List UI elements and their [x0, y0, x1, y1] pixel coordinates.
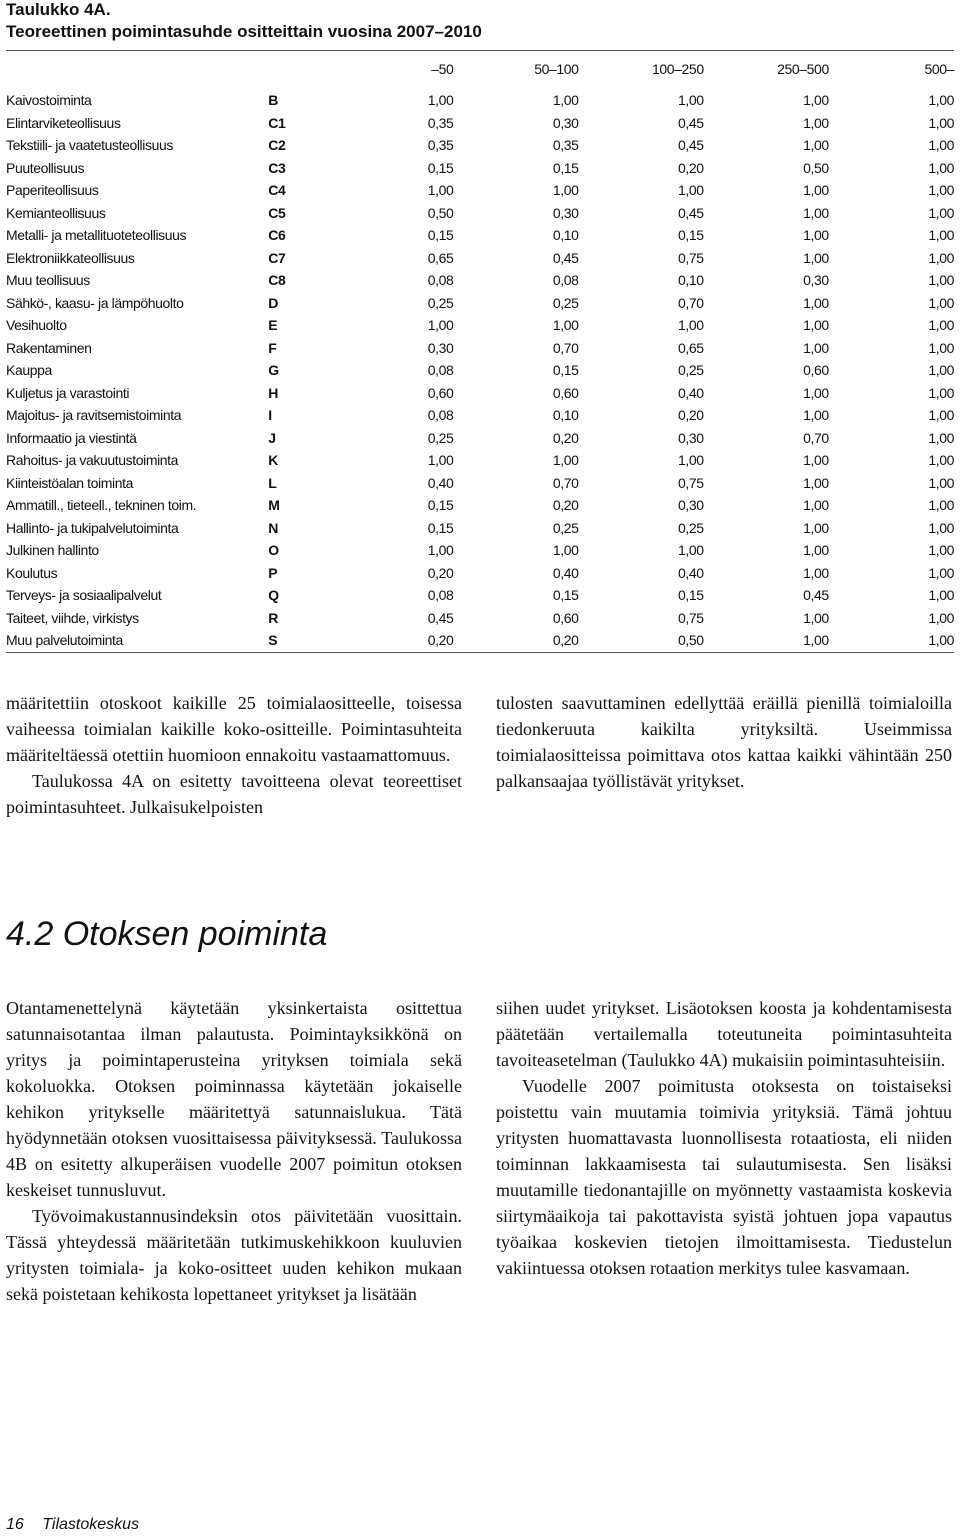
industry-name: Hallinto- ja tukipalvelutoiminta: [6, 519, 179, 536]
ratio-cell: 0,10: [552, 227, 579, 244]
ratio-cell: 0,65: [678, 339, 704, 356]
industry-name: Kaivostoiminta: [6, 92, 92, 109]
ratio-cell: 1,00: [928, 519, 954, 536]
ratio-cell: 0,30: [678, 429, 704, 446]
table-row: [6, 337, 954, 360]
ratio-cell: 1,00: [928, 317, 954, 334]
industry-name: Rahoitus- ja vakuutustoiminta: [6, 452, 179, 469]
page-footer: [6, 1516, 153, 1534]
ratio-cell: 1,00: [552, 182, 579, 199]
industry-code: P: [268, 564, 278, 581]
ratio-cell: 0,45: [678, 204, 704, 221]
ratio-cell: 1,00: [552, 317, 579, 334]
section-heading: 4.2 Otoksen poiminta: [6, 915, 328, 953]
table-row: [6, 112, 954, 135]
ratio-cell: 0,45: [427, 609, 454, 626]
ratio-cell: 1,00: [928, 272, 954, 289]
ratio-cell: 1,00: [803, 609, 829, 626]
ratio-cell: 1,00: [928, 452, 954, 469]
industry-code: C6: [268, 227, 286, 244]
industry-name: Muu palvelutoiminta: [6, 632, 123, 649]
ratio-cell: 0,25: [678, 362, 704, 379]
table-header-row: [6, 57, 954, 81]
ratio-cell: 1,00: [803, 407, 829, 424]
ratio-cell: 1,00: [928, 564, 954, 581]
ratio-cell: 1,00: [803, 114, 829, 131]
ratio-cell: 0,10: [678, 272, 704, 289]
industry-name: Taiteet, viihde, virkistys: [6, 609, 139, 626]
page-number: 16: [6, 1516, 24, 1533]
ratio-cell: 0,20: [678, 159, 704, 176]
ratio-cell: 0,40: [552, 564, 579, 581]
table-row: [6, 134, 954, 157]
ratio-cell: 1,00: [803, 137, 829, 154]
ratio-cell: 1,00: [803, 542, 829, 559]
industry-name: Muu teollisuus: [6, 272, 90, 289]
industry-name: Kiinteistöalan toiminta: [6, 474, 133, 491]
industry-code: I: [268, 407, 272, 424]
upper-left-column: [6, 690, 462, 820]
paragraph: määritettiin otoskoot kaikille 25 toimialaositteelle, toisessa vaiheessa toimialan kaikille koko-ositteille. Poimintasuhteita määriteltäessä otettiin huomioon ennakoitu vastaamattomuus.: [6, 693, 462, 765]
ratio-cell: 1,00: [803, 92, 829, 109]
ratio-cell: 0,50: [678, 632, 704, 649]
table-row: [6, 359, 954, 382]
ratio-cell: 1,00: [678, 317, 704, 334]
ratio-cell: 0,30: [678, 497, 704, 514]
ratio-cell: 0,20: [678, 407, 704, 424]
upper-right-column: [496, 690, 952, 794]
industry-code: C1: [268, 114, 286, 131]
ratio-cell: 0,25: [427, 294, 454, 311]
table-row: [6, 562, 954, 585]
ratio-cell: 0,75: [678, 249, 704, 266]
industry-code: C3: [268, 159, 286, 176]
table-label: Taulukko 4A.: [6, 0, 111, 19]
column-header: 500–: [924, 61, 954, 77]
industry-name: Elintarviketeollisuus: [6, 114, 121, 131]
ratio-cell: 1,00: [928, 474, 954, 491]
table-top-rule: [6, 50, 954, 51]
industry-code: E: [268, 317, 278, 334]
industry-code: F: [268, 339, 277, 356]
industry-code: H: [268, 384, 278, 401]
ratio-cell: 0,20: [552, 497, 579, 514]
industry-code: G: [268, 362, 279, 379]
industry-code: M: [268, 497, 280, 514]
industry-code: C4: [268, 182, 286, 199]
table-row: [6, 157, 954, 180]
ratio-cell: 0,15: [427, 519, 454, 536]
ratio-cell: 0,35: [552, 137, 579, 154]
ratio-cell: 1,00: [552, 452, 579, 469]
industry-code: C5: [268, 204, 286, 221]
ratio-cell: 0,30: [803, 272, 829, 289]
table-row: [6, 314, 954, 337]
lower-right-column: [496, 995, 952, 1281]
ratio-cell: 1,00: [427, 92, 454, 109]
header-code: [268, 57, 328, 81]
ratio-cell: 1,00: [928, 227, 954, 244]
ratio-cell: 1,00: [427, 317, 454, 334]
ratio-cell: 1,00: [552, 542, 579, 559]
industry-name: Terveys- ja sosiaalipalvelut: [6, 587, 162, 604]
header-industry: [6, 57, 268, 81]
industry-code: N: [268, 519, 278, 536]
ratio-cell: 0,40: [427, 474, 454, 491]
table-row: [6, 494, 954, 517]
table-row: [6, 292, 954, 315]
ratio-cell: 0,15: [552, 362, 579, 379]
industry-code: B: [268, 92, 278, 109]
industry-code: K: [268, 452, 278, 469]
table-row: [6, 89, 954, 112]
industry-name: Rakentaminen: [6, 339, 92, 356]
ratio-cell: 0,60: [552, 384, 579, 401]
table-row: [6, 404, 954, 427]
paragraph: Taulukossa 4A on esitetty tavoitteena olevat teoreettiset poimintasuhteet. Julkaisukelpoisten: [6, 771, 462, 817]
ratio-cell: 0,15: [552, 159, 579, 176]
table-row: [6, 247, 954, 270]
ratio-cell: 1,00: [928, 249, 954, 266]
ratio-cell: 1,00: [803, 384, 829, 401]
ratio-cell: 0,25: [552, 294, 579, 311]
paragraph: Työvoimakustannusindeksin otos päivitetään vuosittain. Tässä yhteydessä määritetään tutkimuskehikkoon kuuluvien yritysten toimiala- ja koko-ositteet uuden kehikon mukaan sekä poistetaan kehikosta lopettaneet yritykset ja lisätään: [6, 1206, 462, 1304]
table-row: [6, 449, 954, 472]
industry-name: Sähkö-, kaasu- ja lämpöhuolto: [6, 294, 184, 311]
ratio-cell: 1,00: [427, 182, 454, 199]
ratio-cell: 1,00: [803, 564, 829, 581]
ratio-cell: 0,30: [552, 204, 579, 221]
ratio-cell: 1,00: [928, 339, 954, 356]
ratio-cell: 1,00: [803, 497, 829, 514]
ratio-cell: 0,25: [427, 429, 454, 446]
ratio-cell: 1,00: [928, 182, 954, 199]
industry-name: Kauppa: [6, 362, 52, 379]
table-row: [6, 539, 954, 562]
ratio-cell: 1,00: [552, 92, 579, 109]
ratio-cell: 0,65: [427, 249, 454, 266]
ratio-cell: 1,00: [928, 384, 954, 401]
ratio-cell: 1,00: [803, 339, 829, 356]
table-title: Teoreettinen poimintasuhde ositteittain vuosina 2007–2010: [6, 22, 482, 41]
ratio-cell: 0,70: [803, 429, 829, 446]
ratio-cell: 0,30: [552, 114, 579, 131]
table-row: [6, 629, 954, 652]
ratio-cell: 0,40: [678, 384, 704, 401]
industry-name: Paperiteollisuus: [6, 182, 99, 199]
table-row: [6, 584, 954, 607]
ratio-cell: 1,00: [928, 362, 954, 379]
industry-name: Puuteollisuus: [6, 159, 85, 176]
ratio-cell: 1,00: [928, 497, 954, 514]
table-row: [6, 607, 954, 630]
ratio-cell: 1,00: [803, 632, 829, 649]
sampling-ratio-table: [6, 57, 954, 652]
ratio-cell: 0,70: [552, 474, 579, 491]
ratio-cell: 0,40: [678, 564, 704, 581]
lower-left-column: [6, 995, 462, 1307]
industry-code: C7: [268, 249, 286, 266]
table-body: [6, 89, 954, 652]
ratio-cell: 0,25: [552, 519, 579, 536]
ratio-cell: 1,00: [803, 519, 829, 536]
ratio-cell: 0,15: [427, 227, 454, 244]
industry-name: Julkinen hallinto: [6, 542, 99, 559]
industry-code: D: [268, 294, 278, 311]
ratio-cell: 1,00: [928, 204, 954, 221]
column-header: –50: [431, 61, 454, 77]
table-bottom-rule: [6, 652, 954, 653]
ratio-cell: 1,00: [427, 452, 454, 469]
ratio-cell: 1,00: [928, 159, 954, 176]
ratio-cell: 0,08: [552, 272, 579, 289]
ratio-cell: 1,00: [803, 227, 829, 244]
industry-name: Elektroniikkateollisuus: [6, 249, 135, 266]
ratio-cell: 0,75: [678, 474, 704, 491]
ratio-cell: 0,15: [427, 159, 454, 176]
industry-name: Kemianteollisuus: [6, 204, 106, 221]
ratio-cell: 1,00: [678, 542, 704, 559]
table-row: [6, 269, 954, 292]
ratio-cell: 0,70: [552, 339, 579, 356]
ratio-cell: 0,15: [427, 497, 454, 514]
table-row: [6, 224, 954, 247]
ratio-cell: 1,00: [928, 587, 954, 604]
table-row: [6, 427, 954, 450]
ratio-cell: 0,08: [427, 272, 454, 289]
ratio-cell: 0,60: [803, 362, 829, 379]
industry-code: C2: [268, 137, 286, 154]
ratio-cell: 0,20: [552, 429, 579, 446]
ratio-cell: 0,20: [552, 632, 579, 649]
column-header: 100–250: [652, 61, 704, 77]
ratio-cell: 1,00: [928, 114, 954, 131]
ratio-cell: 1,00: [427, 542, 454, 559]
ratio-cell: 1,00: [803, 182, 829, 199]
ratio-cell: 1,00: [928, 429, 954, 446]
ratio-cell: 0,45: [803, 587, 829, 604]
industry-name: Vesihuolto: [6, 317, 67, 334]
ratio-cell: 0,20: [427, 632, 454, 649]
ratio-cell: 1,00: [928, 92, 954, 109]
industry-code: S: [268, 632, 278, 649]
ratio-cell: 0,25: [678, 519, 704, 536]
ratio-cell: 0,08: [427, 587, 454, 604]
ratio-cell: 0,08: [427, 407, 454, 424]
table-row: [6, 202, 954, 225]
paragraph: siihen uudet yritykset. Lisäotoksen koosta ja kohdentamisesta päätetään vertailemalla toteutuneita poimintasuhteita tavoiteasetelman (Taulukko 4A) mukaisiin poimintasuhteisiin.: [496, 998, 952, 1070]
industry-code: L: [268, 474, 277, 491]
industry-code: J: [268, 429, 276, 446]
ratio-cell: 0,35: [427, 137, 454, 154]
column-header: 50–100: [534, 61, 579, 77]
paragraph: Otantamenettelynä käytetään yksinkertaista osittettua satunnaisotantaa ilman palautusta. Poimintayksikkönä on yritys ja poimintaperusteina yrityksen toimiala sekä kokoluokka. Otoksen poiminnassa käytetään jokaiselle kehikon yritykselle määritettyä satunnaislukua. Tätä hyödynnetään otoksen vuosittaisessa päivityksessä. Taulukossa 4B on esitetty alkuperäisen vuodelle 2007 poimitun otoksen keskeiset tunnusluvut.: [6, 998, 462, 1200]
ratio-cell: 0,60: [427, 384, 454, 401]
ratio-cell: 1,00: [928, 609, 954, 626]
column-header: 250–500: [777, 61, 829, 77]
ratio-cell: 0,45: [678, 137, 704, 154]
table-row: [6, 382, 954, 405]
paragraph: tulosten saavuttaminen edellyttää eräillä pienillä toimialoilla tiedonkeruuta kaikilta yrityksiltä. Useimmissa toimialaositteissa poimittava otos kattaa kaikki vähintään 250 palkansaajaa työllistävät yritykset.: [496, 693, 952, 791]
ratio-cell: 0,45: [552, 249, 579, 266]
ratio-cell: 0,75: [678, 609, 704, 626]
industry-name: Tekstiili- ja vaatetusteollisuus: [6, 137, 173, 154]
industry-name: Ammatill., tieteell., tekninen toim.: [6, 497, 197, 514]
ratio-cell: 0,15: [678, 587, 704, 604]
table-row: [6, 179, 954, 202]
table-row: [6, 472, 954, 495]
ratio-cell: 0,10: [552, 407, 579, 424]
industry-code: R: [268, 609, 278, 626]
table-title-block: [6, 0, 482, 42]
ratio-cell: 1,00: [803, 249, 829, 266]
paragraph: Vuodelle 2007 poimitusta otoksesta on toistaiseksi poistettu vain muutamia toimivia yrityksiä. Tämä johtuu yritysten huomattavasta luonnollisesta rotaatiosta, eli niiden toiminnan lakkaamisesta tai sulautumisesta. Sen lisäksi muutamille tiedonantajille on myönnetty vastaamista koskevia siirtymäaikoja tai pakottavista syistä johtuen jopa vapautus työaikaa koskevien tietojen ilmoittamisesta. Tiedustelun vakiintuessa otoksen rotaation merkitys tulee kasvamaan.: [496, 1076, 952, 1278]
industry-code: O: [268, 542, 279, 559]
ratio-cell: 1,00: [928, 294, 954, 311]
industry-name: Informaatio ja viestintä: [6, 429, 137, 446]
ratio-cell: 1,00: [928, 407, 954, 424]
ratio-cell: 0,45: [678, 114, 704, 131]
ratio-cell: 0,35: [427, 114, 454, 131]
ratio-cell: 1,00: [678, 182, 704, 199]
ratio-cell: 1,00: [928, 542, 954, 559]
industry-code: C8: [268, 272, 286, 289]
ratio-cell: 0,20: [427, 564, 454, 581]
ratio-cell: 1,00: [678, 92, 704, 109]
ratio-cell: 1,00: [928, 137, 954, 154]
ratio-cell: 0,30: [427, 339, 454, 356]
ratio-cell: 0,15: [552, 587, 579, 604]
ratio-cell: 1,00: [803, 204, 829, 221]
publisher-name: Tilastokeskus: [42, 1516, 140, 1533]
ratio-cell: 0,60: [552, 609, 579, 626]
industry-name: Metalli- ja metallituoteteollisuus: [6, 227, 187, 244]
industry-name: Kuljetus ja varastointi: [6, 384, 130, 401]
ratio-cell: 1,00: [928, 632, 954, 649]
ratio-cell: 1,00: [803, 452, 829, 469]
ratio-cell: 1,00: [803, 474, 829, 491]
ratio-cell: 0,15: [678, 227, 704, 244]
industry-code: Q: [268, 587, 279, 604]
ratio-cell: 1,00: [678, 452, 704, 469]
ratio-cell: 1,00: [803, 317, 829, 334]
ratio-cell: 0,50: [803, 159, 829, 176]
ratio-cell: 1,00: [803, 294, 829, 311]
table-row: [6, 517, 954, 540]
ratio-cell: 0,70: [678, 294, 704, 311]
ratio-cell: 0,08: [427, 362, 454, 379]
ratio-cell: 0,50: [427, 204, 454, 221]
industry-name: Koulutus: [6, 564, 58, 581]
industry-name: Majoitus- ja ravitsemistoiminta: [6, 407, 182, 424]
